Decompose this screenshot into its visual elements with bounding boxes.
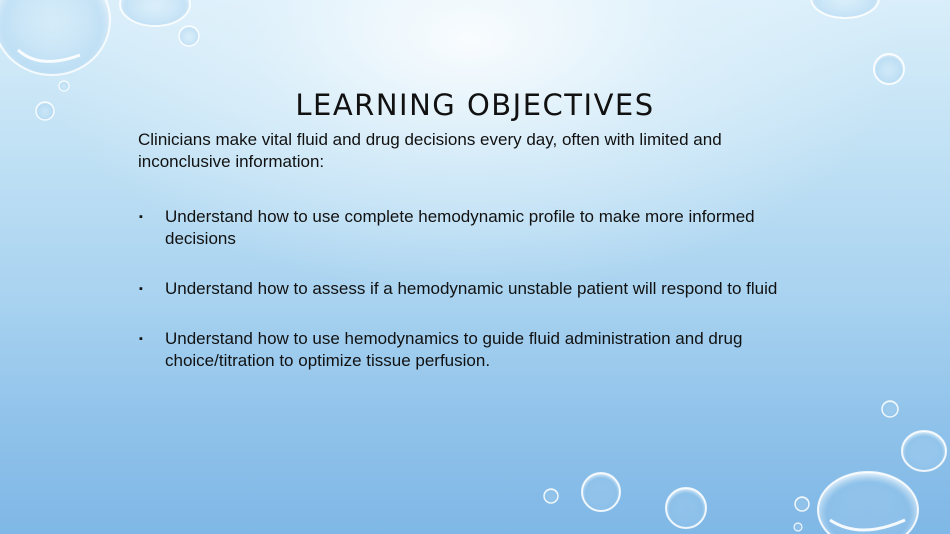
- droplet: [0, 0, 110, 75]
- droplet: [544, 489, 558, 503]
- droplet: [120, 0, 190, 26]
- intro-text: Clinicians make vital fluid and drug decisions every day, often with limited and inconclusive information:: [138, 130, 722, 171]
- list-item-text: Understand how to assess if a hemodynamic unstable patient will respond to fluid: [165, 279, 778, 298]
- bullet-square-icon: ▪: [139, 333, 143, 345]
- list-item: [138, 206, 798, 250]
- droplet: [818, 472, 918, 534]
- list-item: [138, 328, 798, 372]
- list-item: [138, 278, 798, 300]
- list-item-text: Understand how to use hemodynamics to guide fluid administration and drug choice/titration to optimize tissue perfusion.: [165, 329, 743, 370]
- droplet: [902, 431, 946, 471]
- objectives-list: [138, 206, 798, 400]
- droplet: [795, 497, 809, 511]
- droplet: [794, 523, 802, 531]
- bullet-square-icon: ▪: [139, 283, 143, 295]
- droplet: [179, 26, 199, 46]
- bullet-square-icon: ▪: [139, 211, 143, 223]
- droplet: [874, 54, 904, 84]
- droplet: [811, 0, 879, 18]
- list-item-text: Understand how to use complete hemodynamic profile to make more informed decisions: [165, 207, 755, 248]
- droplet: [666, 488, 706, 528]
- droplet: [582, 473, 620, 511]
- droplet: [882, 401, 898, 417]
- slide-title: LEARNING OBJECTIVES: [295, 88, 655, 122]
